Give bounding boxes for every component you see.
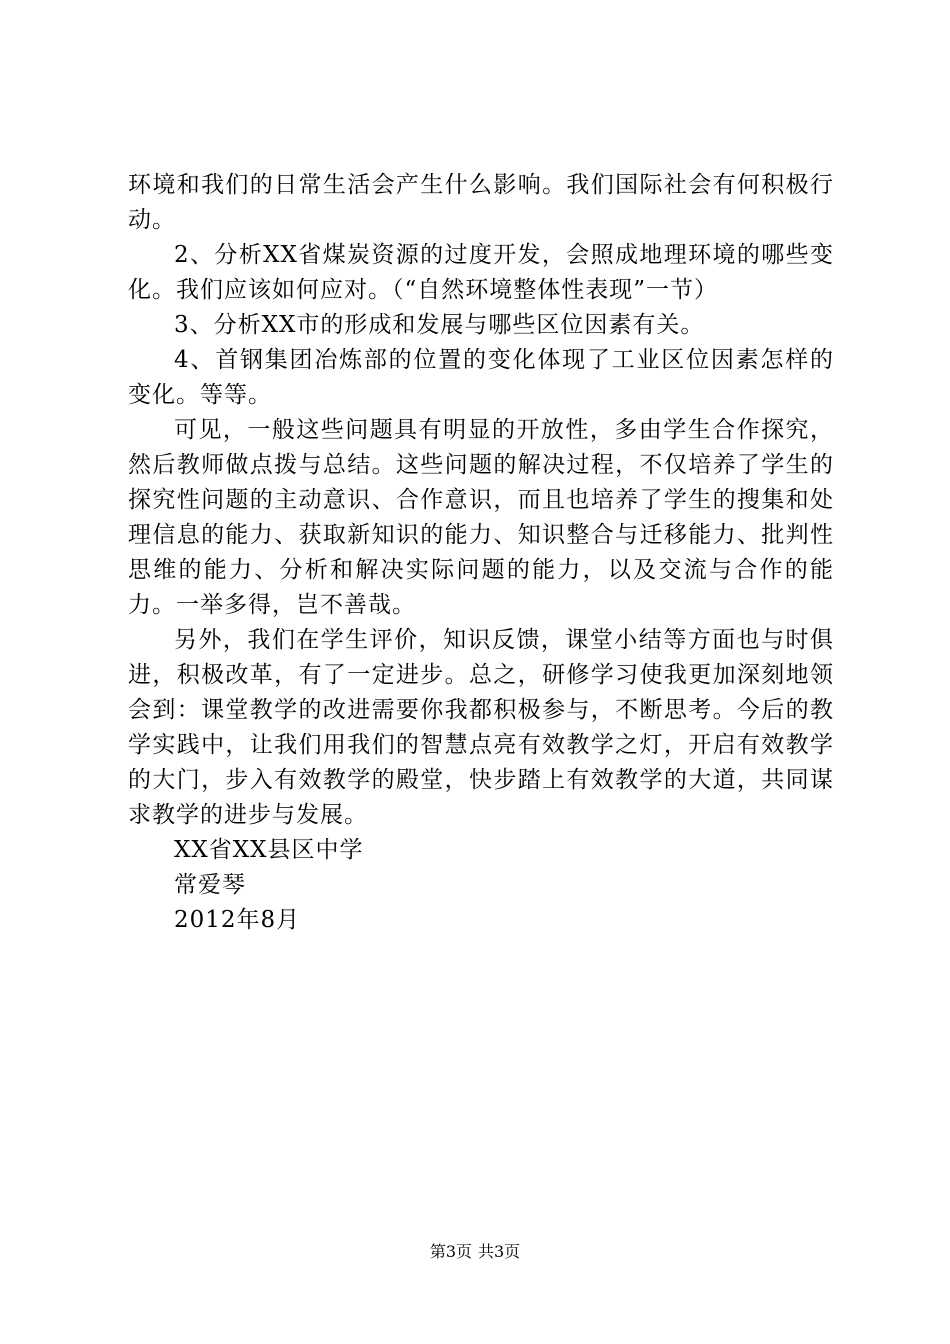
signature-date: 2012年8月 [174,907,301,933]
page-footer [0,1242,950,1262]
page-number-current: 第3页 [429,1242,472,1261]
paragraph-item-3: 3、分析XX市的形成和发展与哪些区位因素有关。 [174,312,705,338]
signature-author: 常爱琴 [174,872,246,898]
signature-school: XX省XX县区中学 [174,837,364,863]
paragraph-item-2: 2、分析XX省煤炭资源的过度开发，会照成地理环境的哪些变化。我们应该如何应对。（“自然环境整体性表现”一节） [128,242,834,303]
page-number-total: 共3页 [478,1242,521,1261]
document-body [128,168,834,938]
paragraph-item-4: 4、首钢集团冶炼部的位置的变化体现了工业区位因素怎样的变化。等等。 [128,347,834,408]
paragraph-conclusion: 可见，一般这些问题具有明显的开放性，多由学生合作探究，然后教师做点拨与总结。这些问题的解决过程，不仅培养了学生的探究性问题的主动意识、合作意识，而且也培养了学生的搜集和处理信息的能力、获取新知识的能力、知识整合与迁移能力、批判性思维的能力、分析和解决实际问题的能力，以及交流与合作的能力。一举多得，岂不善哉。 [128,417,834,618]
paragraph-summary: 另外，我们在学生评价，知识反馈，课堂小结等方面也与时俱进，积极改革，有了一定进步。总之，研修学习使我更加深刻地领会到：课堂教学的改进需要你我都积极参与，不断思考。今后的教学实践中，让我们用我们的智慧点亮有效教学之灯，开启有效教学的大门，步入有效教学的殿堂，快步踏上有效教学的大道，共同谋求教学的进步与发展。 [128,627,834,828]
paragraph-continuation: 环境和我们的日常生活会产生什么影响。我们国际社会有何积极行动。 [128,172,834,233]
